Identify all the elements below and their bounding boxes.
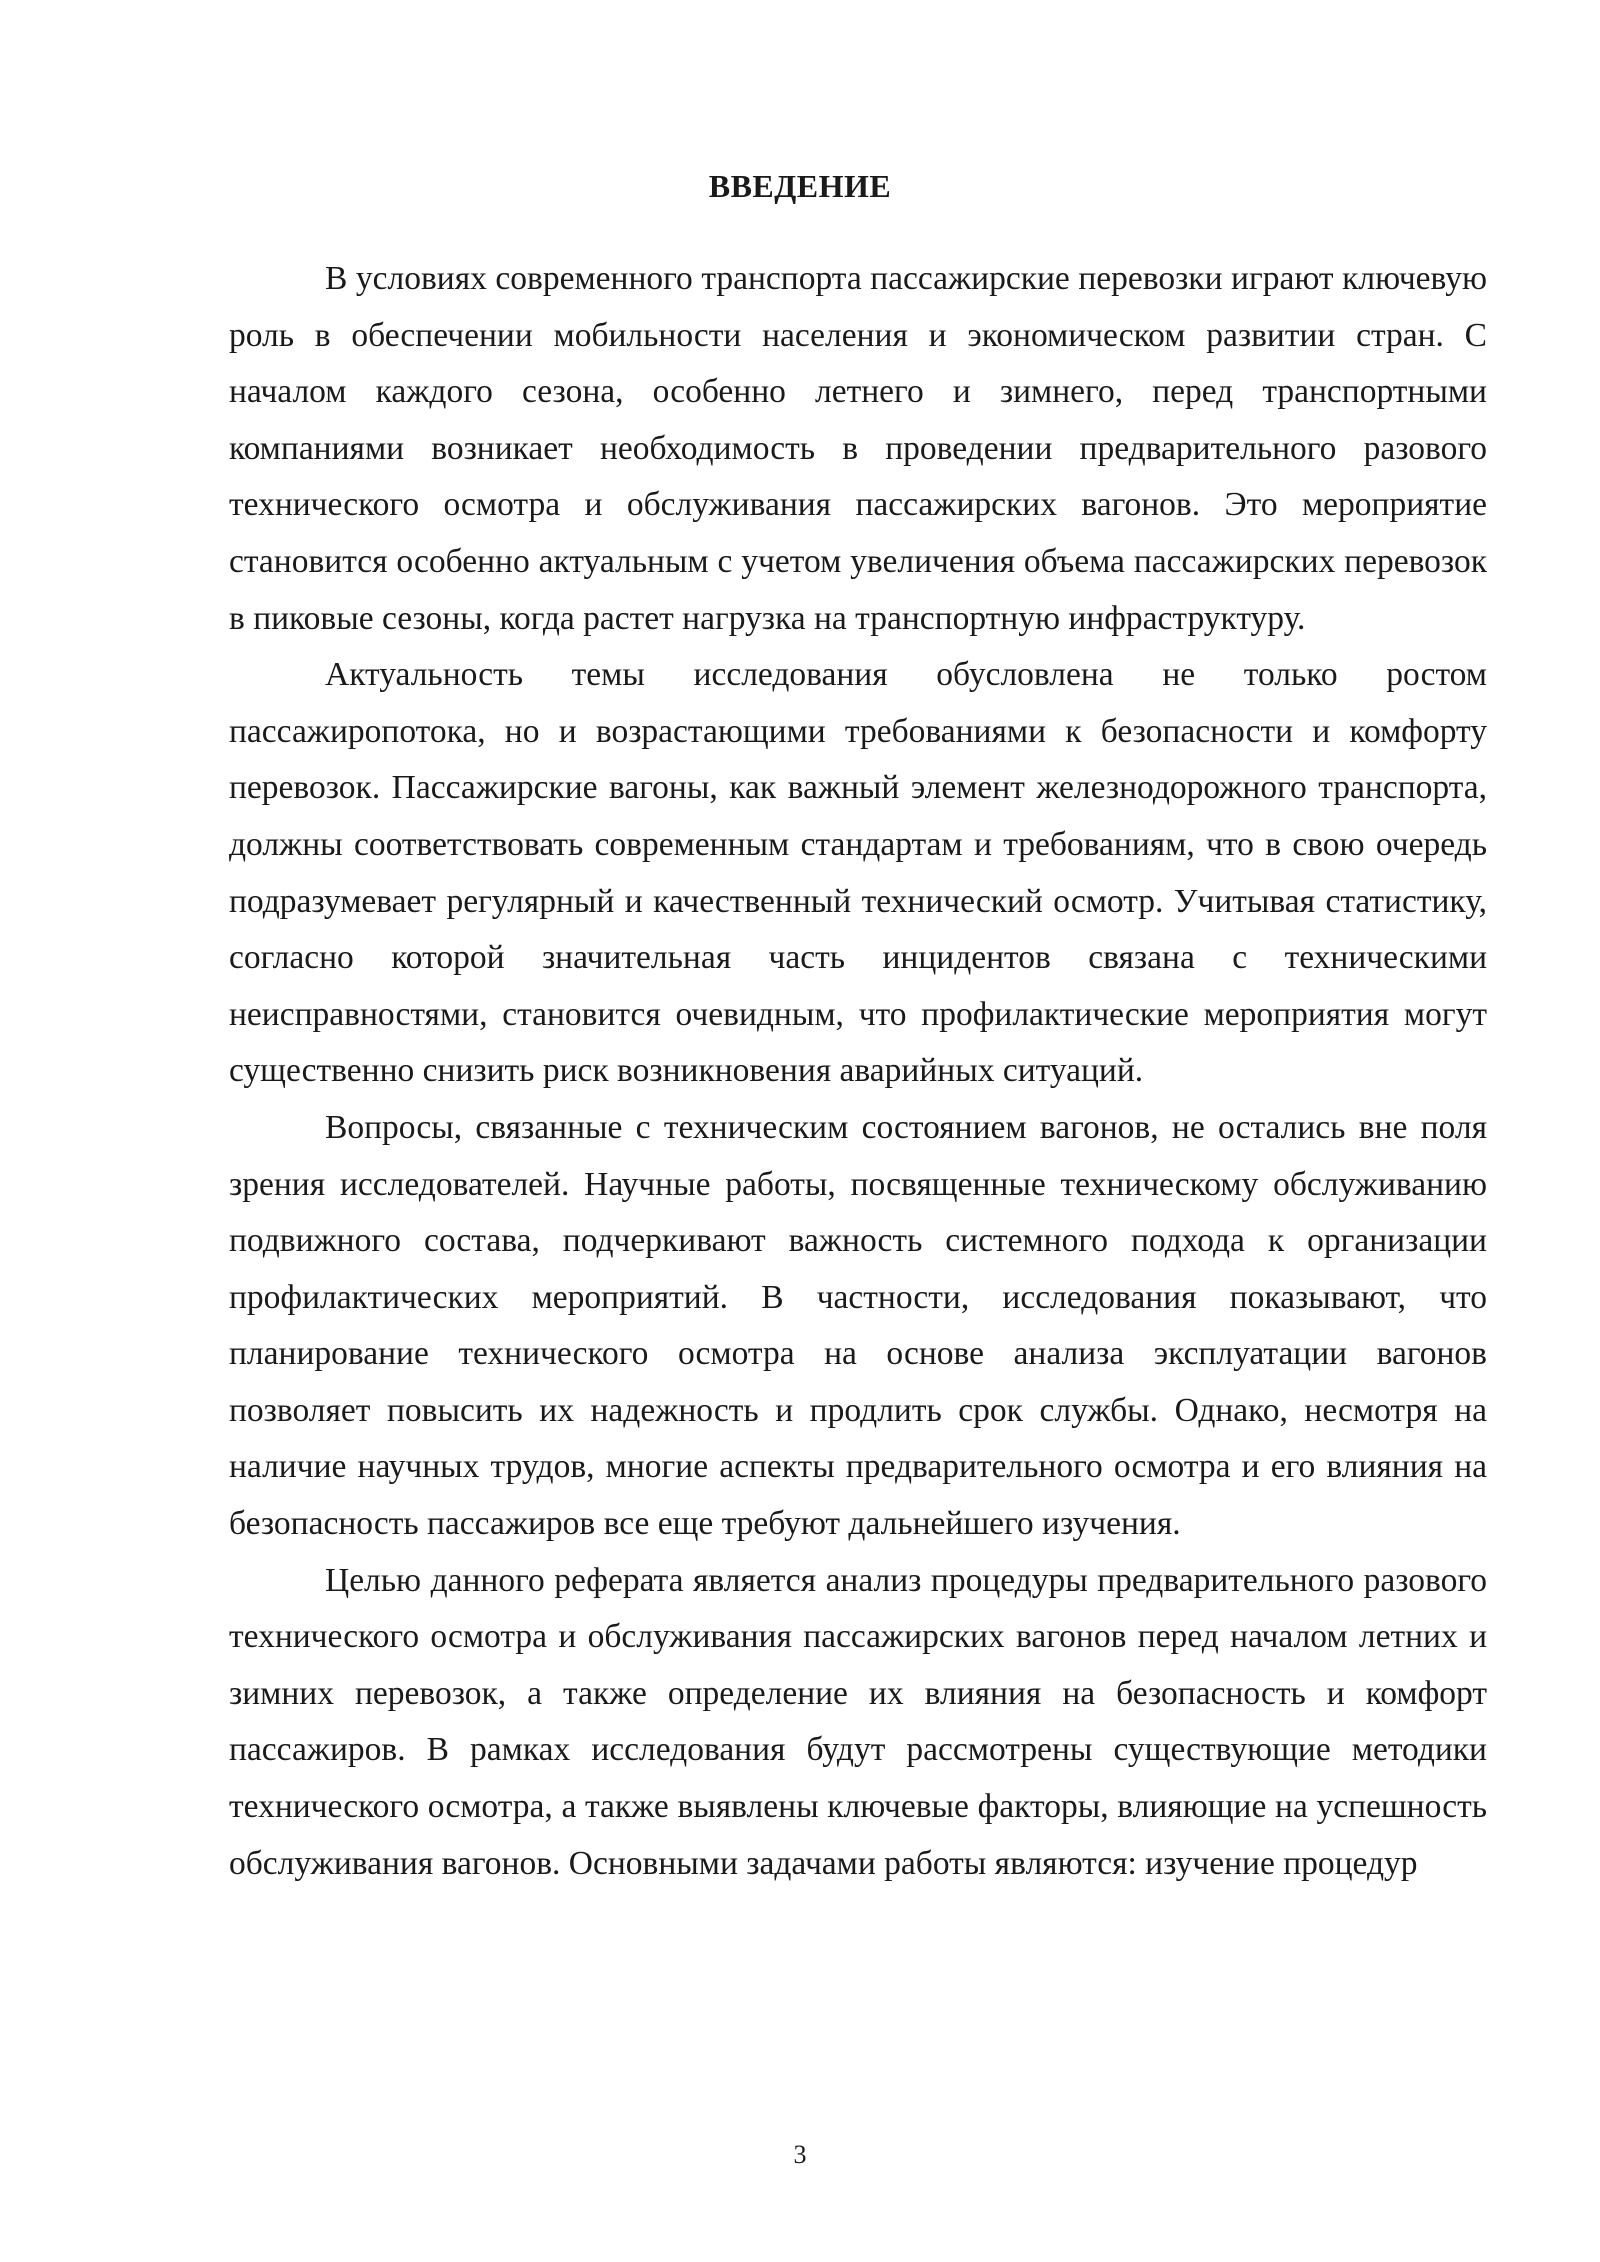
paragraph-1: В условиях современного транспорта пассажирские перевозки играют ключевую роль в обеспечении мобильности населения и экономическом развитии стран. С началом каждого сезона, особенно летнего и зимнего, перед транспортными компаниями возникает необходимость в проведении предварительного разового технического осмотра и обслуживания пассажирских вагонов. Это мероприятие становится особенно актуальным с учетом увеличения объема пассажирских перевозок в пиковые сезоны, когда растет нагрузка на транспортную инфраструктуру. xyxy=(229,260,1487,637)
paragraph-3: Вопросы, связанные с техническим состоянием вагонов, не остались вне поля зрения исследователей. Научные работы, посвященные техническому обслуживанию подвижного состава, подчеркивают важность системного подхода к организации профилактических мероприятий. В частности, исследования показывают, что планирование технического осмотра на основе анализа эксплуатации вагонов позволяет повысить их надежность и продлить срок службы. Однако, несмотря на наличие научных трудов, многие аспекты предварительного осмотра и его влияния на безопасность пассажиров все еще требуют дальнейшего изучения. xyxy=(229,1108,1487,1543)
paragraph-2: Актуальность темы исследования обусловлена не только ростом пассажиропотока, но и возрастающими требованиями к безопасности и комфорту перевозок. Пассажирские вагоны, как важный элемент железнодорожного транспорта, должны соответствовать современным стандартам и требованиям, что в свою очередь подразумевает регулярный и качественный технический осмотр. Учитывая статистику, согласно которой значительная часть инцидентов связана с техническими неисправностями, становится очевидным, что профилактические мероприятия могут существенно снизить риск возникновения аварийных ситуаций. xyxy=(229,656,1487,1090)
page-heading: ВВЕДЕНИЕ xyxy=(708,168,892,204)
paragraph-4: Целью данного реферата является анализ процедуры предварительного разового технического осмотра и обслуживания пассажирских вагонов перед началом летних и зимних перевозок, а также определение их влияния на безопасность и комфорт пассажиров. В рамках исследования будут рассмотрены существующие методики технического осмотра, а также выявлены ключевые факторы, влияющие на успешность обслуживания вагонов. Основными задачами работы являются: изучение процедур xyxy=(229,1561,1487,1882)
page-number: 3 xyxy=(793,2140,807,2169)
body-text xyxy=(229,251,1487,1892)
